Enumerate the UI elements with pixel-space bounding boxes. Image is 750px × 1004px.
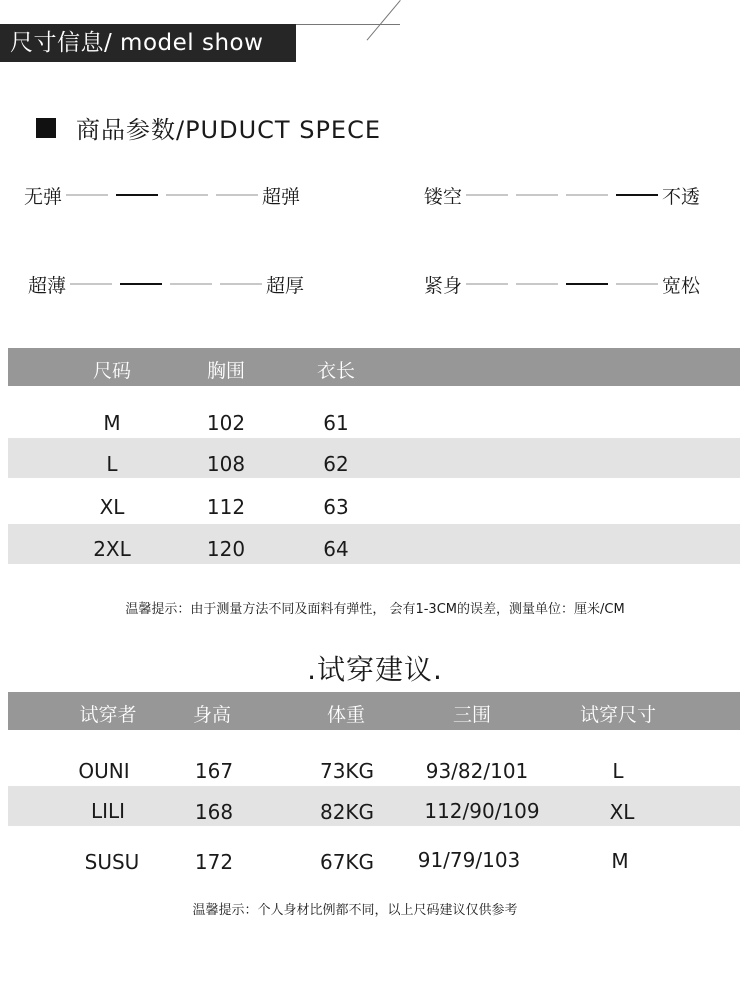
try-on-title: .试穿建议. [307, 653, 443, 686]
scale-fit [424, 269, 700, 299]
scale-segment-active [116, 194, 158, 196]
scale-left-label: 无弹 [24, 185, 63, 208]
table-row [8, 402, 740, 442]
size-header-size: 尺码 [92, 360, 131, 382]
scale-left-label: 镂空 [424, 185, 463, 208]
scale-thickness [28, 269, 304, 299]
banner-slash-line [367, 0, 401, 40]
cell-weight: 73KG [319, 759, 375, 783]
scale-segment [216, 194, 258, 196]
cell-length: 64 [323, 537, 349, 561]
try-header-weight: 体重 [326, 704, 365, 726]
cell-length: 63 [323, 495, 349, 519]
table-row [8, 786, 740, 826]
cell-weight: 82KG [319, 800, 375, 824]
scale-transparency [424, 180, 700, 210]
cell-size: XL [609, 800, 635, 824]
scale-right-label: 超厚 [266, 274, 305, 297]
scale-segment [166, 194, 208, 196]
scale-segment [70, 283, 112, 285]
section-banner: 尺寸信息/ model show [0, 24, 296, 62]
cell-model: SUSU [84, 850, 140, 874]
table-row [8, 750, 740, 790]
size-note: 温馨提示：由于测量方法不同及面料有弹性， 会有1-3CM的误差，测量单位：厘米/CM [125, 602, 625, 617]
scale-left-label: 超薄 [28, 274, 67, 297]
cell-size: M [611, 849, 629, 873]
cell-height: 168 [194, 800, 234, 824]
banner-divider-line [296, 24, 400, 25]
scale-segment [616, 283, 658, 285]
try-header-measurements: 三围 [452, 704, 491, 726]
scale-segment-active [566, 283, 608, 285]
table-row [8, 524, 740, 564]
table-row [8, 486, 740, 526]
scale-right-label: 宽松 [662, 274, 701, 297]
scale-segment [220, 283, 262, 285]
try-on-note: 温馨提示：个人身材比例都不同，以上尺码建议仅供参考 [192, 903, 518, 918]
cell-measurements: 91/79/103 [417, 848, 521, 872]
cell-measurements: 112/90/109 [424, 799, 540, 823]
cell-chest: 102 [206, 411, 246, 435]
product-params-heading [36, 110, 381, 145]
size-header-length: 衣长 [316, 360, 355, 382]
table-row [8, 438, 740, 478]
cell-size: L [612, 759, 624, 783]
square-bullet-icon [36, 118, 56, 138]
scale-segment-active [120, 283, 162, 285]
scale-segment [516, 194, 558, 196]
try-header-size: 试穿尺寸 [579, 704, 656, 726]
cell-height: 172 [194, 850, 234, 874]
scale-segment [516, 283, 558, 285]
cell-size: XL [99, 495, 125, 519]
cell-model: OUNI [78, 759, 130, 783]
cell-chest: 112 [206, 495, 246, 519]
scale-segment [566, 194, 608, 196]
size-table-header [8, 348, 740, 386]
table-row [8, 842, 740, 882]
scale-segment-active [616, 194, 658, 196]
cell-size: 2XL [93, 537, 131, 561]
cell-height: 167 [194, 759, 234, 783]
cell-size: L [106, 452, 118, 476]
scale-left-label: 紧身 [424, 274, 463, 297]
scale-segment [170, 283, 212, 285]
cell-measurements: 93/82/101 [425, 759, 529, 783]
try-header-height: 身高 [192, 704, 231, 726]
try-header-model: 试穿者 [79, 704, 137, 726]
scale-right-label: 超弹 [262, 185, 301, 208]
scale-right-label: 不透 [662, 185, 701, 208]
cell-length: 62 [323, 452, 349, 476]
cell-model: LILI [90, 799, 126, 823]
cell-weight: 67KG [319, 850, 375, 874]
size-header-chest: 胸围 [206, 360, 245, 382]
scale-segment [466, 194, 508, 196]
cell-length: 61 [323, 411, 349, 435]
cell-size: M [103, 411, 121, 435]
scale-elasticity [24, 180, 300, 210]
product-params-title: 商品参数/PUDUCT SPECE [76, 116, 382, 144]
scale-segment [66, 194, 108, 196]
scale-segment [466, 283, 508, 285]
cell-chest: 108 [206, 452, 246, 476]
try-on-table-header [8, 692, 740, 730]
cell-chest: 120 [206, 537, 246, 561]
